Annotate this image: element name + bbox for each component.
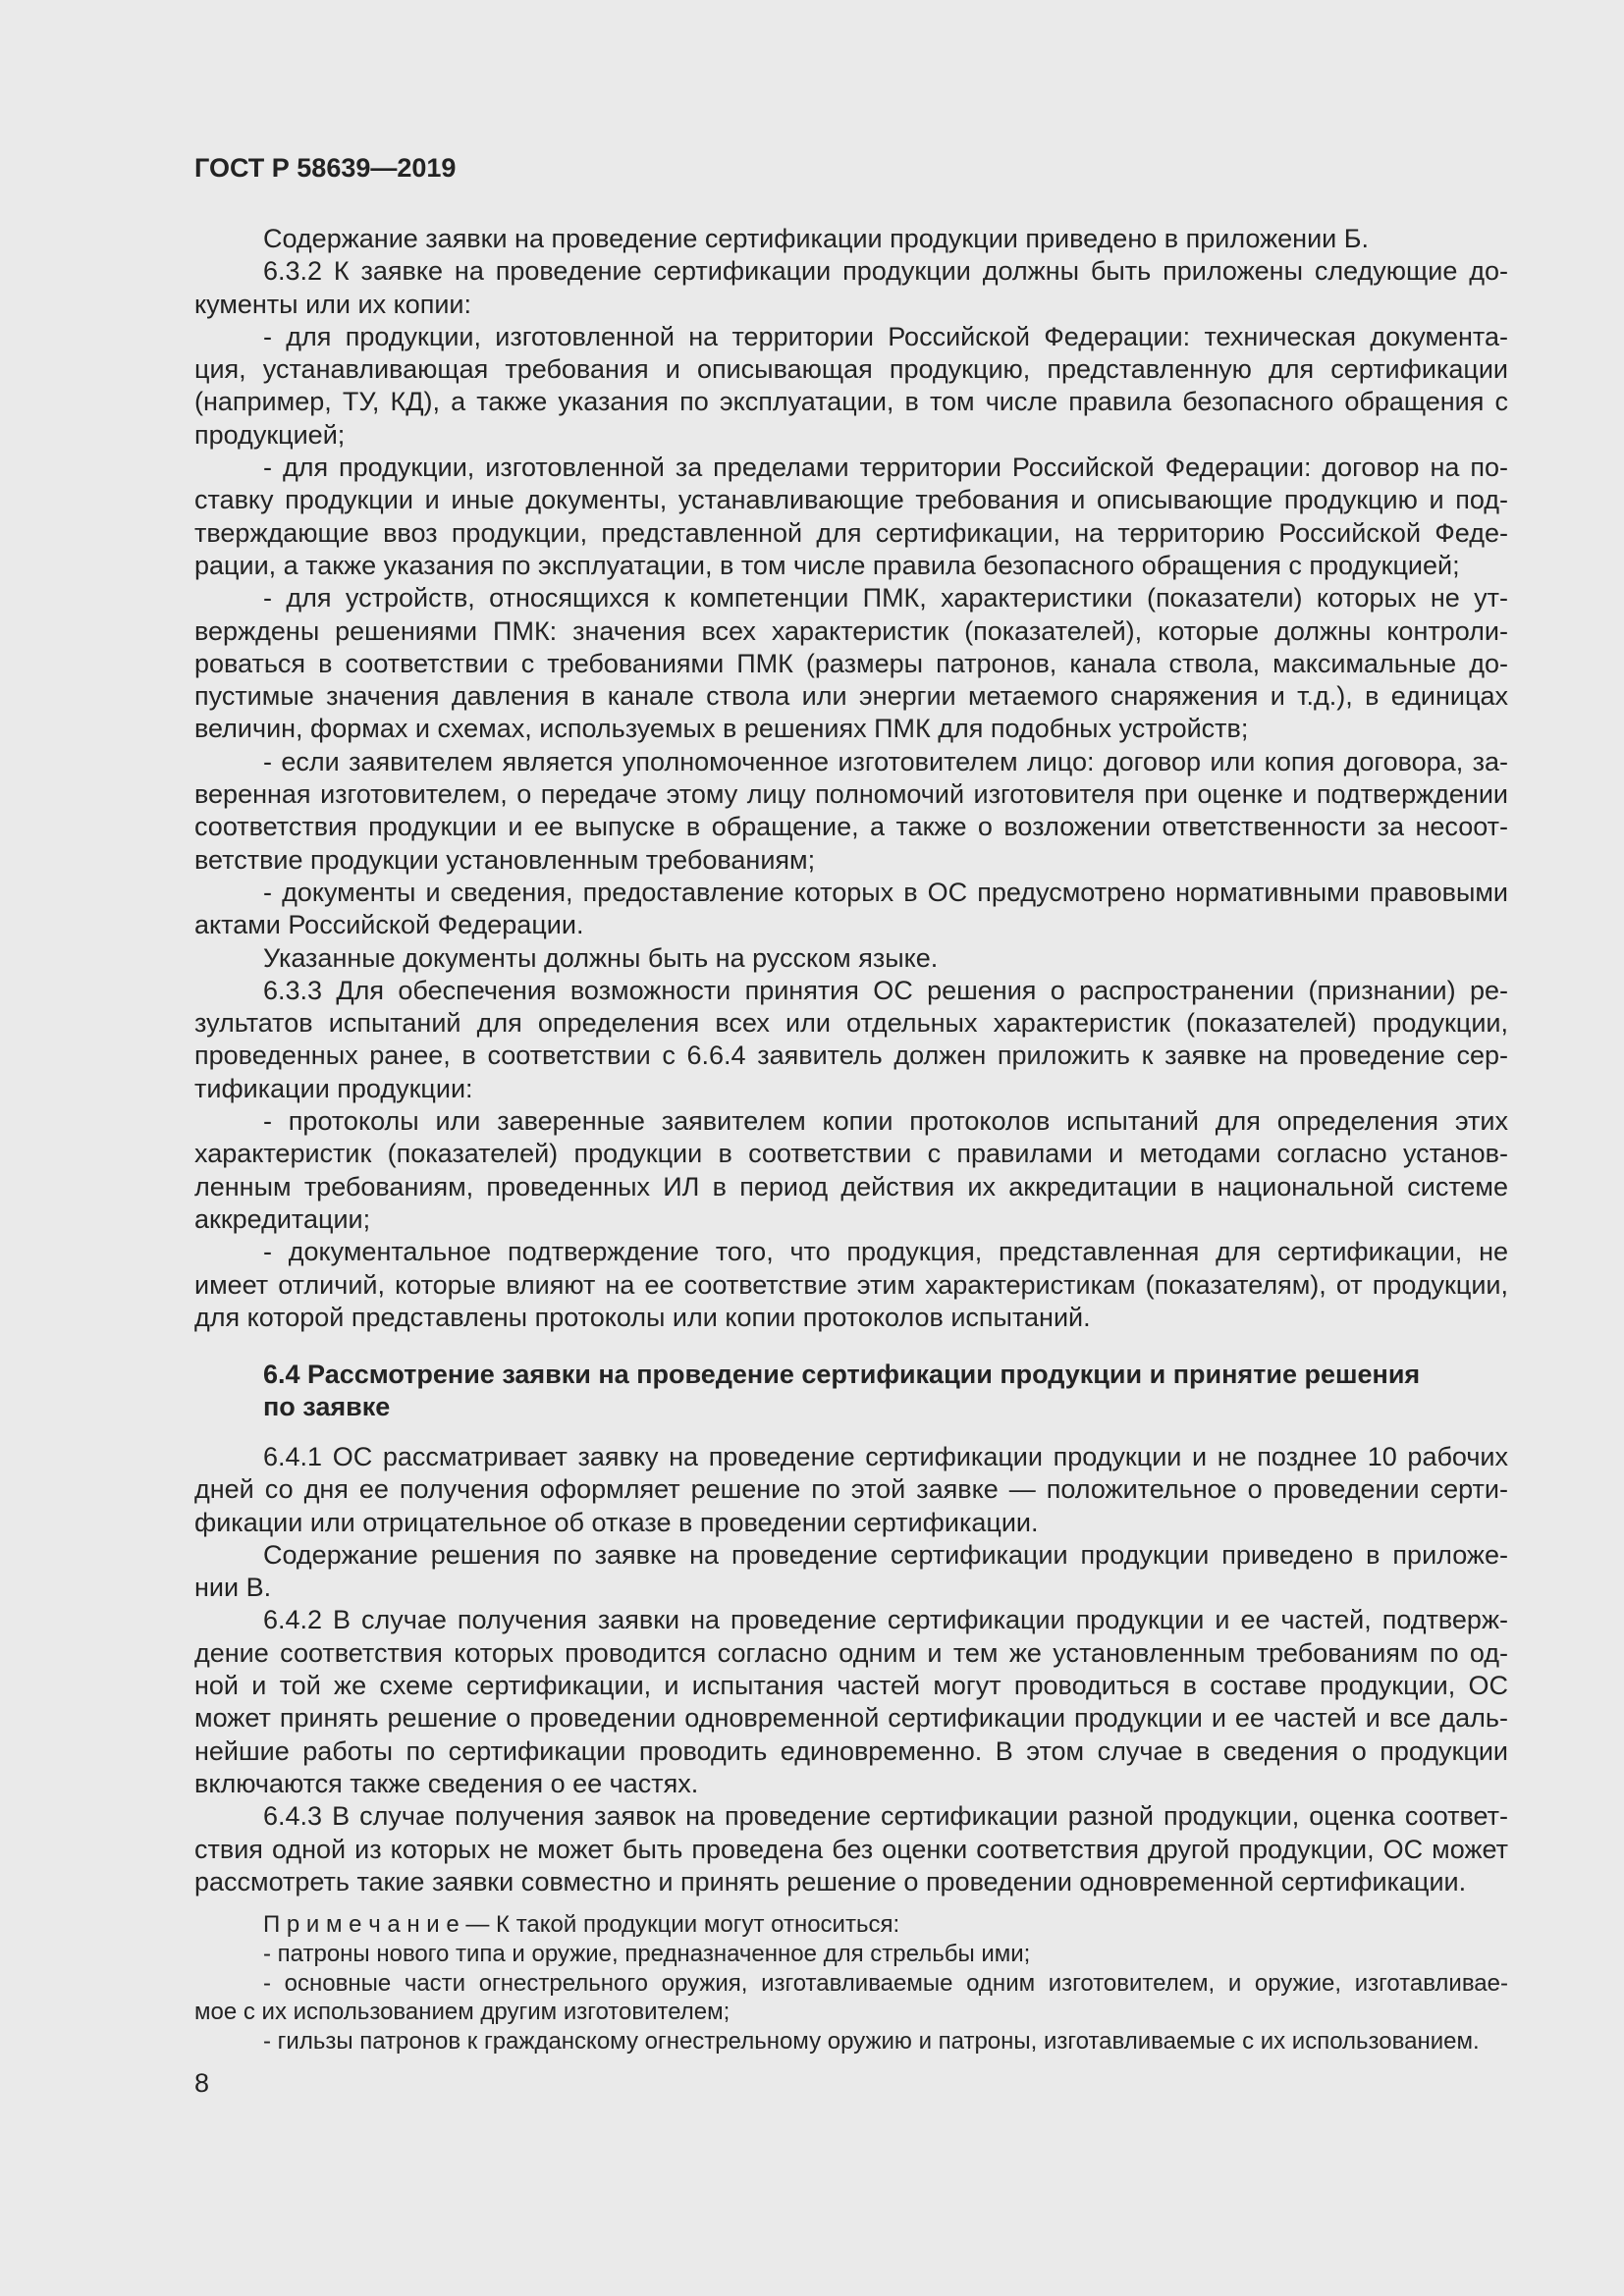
text-line: 6.4.3 В случае получения заявок на проведение сертификации разной продукции, оценка соответ-	[263, 1801, 1508, 1832]
text-line: Содержание решения по заявке на проведение сертификации продукции приведено в приложе-	[263, 1539, 1508, 1570]
text-line: 6.3.2 К заявке на проведение сертификации продукции должны быть приложены следующие до-	[263, 256, 1508, 287]
section-6-3-body	[194, 223, 1508, 1334]
text-line: ветствие продукции установленным требованиям;	[194, 844, 816, 875]
heading-line: по заявке	[263, 1392, 391, 1422]
text-line: - основные части огнестрельного оружия, изготавливаемые одним изготовителем, и оружие, изготавливае-	[263, 1969, 1508, 1997]
list-item	[194, 321, 1508, 452]
list-item	[194, 452, 1508, 582]
text-line: соответствия продукции и ее выпуске в обращение, а также о возложении ответственности за несоот-	[194, 812, 1508, 842]
section-6-4-heading	[194, 1359, 1508, 1424]
paragraph-language-requirement	[194, 942, 1508, 975]
text-line: характеристик (показателей) продукции в соответствии с правилами и методами согласно установ-	[194, 1139, 1508, 1169]
text-line: нейшие работы по сертификации проводить единовременно. В этом случае в сведения о продукции	[194, 1735, 1508, 1766]
text-line: дней со дня ее получения оформляет решение по этой заявке — положительное о проведении серти-	[194, 1474, 1508, 1505]
list-item	[194, 746, 1508, 877]
page-number: 8	[194, 2068, 210, 2098]
text-line: проведенных ранее, в соответствии с 6.6.4 заявитель должен приложить к заявке на проведение сер-	[194, 1041, 1508, 1071]
text-line: аккредитации;	[194, 1203, 371, 1234]
text-line: ной и той же схеме сертификации, и испытания частей могут проводиться в составе продукции, ОС	[194, 1671, 1508, 1701]
note-intro: П р и м е ч а н и е — К такой продукции могут относиться:	[263, 1911, 900, 1938]
paragraph-6-3-2	[194, 255, 1508, 321]
paragraph-6-4-3	[194, 1800, 1508, 1898]
text-line: величин, формах и схемах, используемых в решениях ПМК для подобных устройств;	[194, 714, 1249, 744]
text-line: ция, устанавливающая требования и описывающая продукцию, представленную для сертификации	[194, 354, 1508, 385]
text-line: - документальное подтверждение того, что продукция, представленная для сертификации, не	[263, 1237, 1508, 1267]
text-line: 6.4.2 В случае получения заявки на проведение сертификации продукции и ее частей, подтверж-	[263, 1605, 1508, 1635]
note-item	[194, 1969, 1508, 2028]
paragraph-decision-content	[194, 1539, 1508, 1605]
text-line: тверждающие ввоз продукции, представленной для сертификации, на территорию Российской Феде-	[194, 517, 1508, 548]
paragraph-6-3-3	[194, 975, 1508, 1105]
paragraph-application-content	[194, 223, 1508, 255]
text-line: рации, а также указания по эксплуатации, в том числе правила безопасного обращения с продукцией;	[194, 550, 1460, 580]
text-line: нии В.	[194, 1573, 272, 1603]
text-line: ленным требованиям, проведенных ИЛ в период действия их аккредитации в национальной системе	[194, 1171, 1508, 1201]
text-line: ставку продукции и иные документы, устанавливающие требования и описывающие продукцию и под-	[194, 485, 1508, 515]
text-line: - для продукции, изготовленной на территории Российской Федерации: техническая документа-	[263, 321, 1508, 351]
text-line: - протоколы или заверенные заявителем копии протоколов испытаний для определения этих	[263, 1106, 1508, 1137]
text-line: 6.4.1 ОС рассматривает заявку на проведение сертификации продукции и не позднее 10 рабочих	[263, 1442, 1508, 1471]
text-line: включаются также сведения о ее частях.	[194, 1768, 699, 1798]
text-line: - документы и сведения, предоставление которых в ОС предусмотрено нормативными правовыми	[263, 877, 1508, 907]
list-item	[194, 1105, 1508, 1236]
heading-line: 6.4 Рассмотрение заявки на проведение сертификации продукции и принятие решения	[263, 1360, 1421, 1389]
text-line: 6.3.3 Для обеспечения возможности принятия ОС решения о распространении (признании) ре-	[263, 975, 1508, 1005]
text-line: Указанные документы должны быть на русском языке.	[263, 942, 939, 973]
text-line: пустимые значения давления в канале ствола или энергии метаемого снаряжения и т.д.), в единицах	[194, 681, 1508, 712]
text-line: - если заявителем является уполномоченное изготовителем лицо: договор или копия договора, за-	[263, 746, 1508, 776]
text-line: фикации или отрицательное об отказе в проведении сертификации.	[194, 1507, 1039, 1537]
text-line: кументы или их копии:	[194, 289, 471, 319]
document-code: ГОСТ Р 58639—2019	[194, 153, 457, 183]
list-item	[194, 877, 1508, 942]
text-line: дение соответствия которых проводится согласно одним и тем же установленным требованиям по од-	[194, 1637, 1508, 1668]
text-line: актами Российской Федерации.	[194, 910, 584, 940]
text-line: зультатов испытаний для определения всех или отдельных характеристик (показателей) продукции,	[194, 1008, 1508, 1039]
text-line: - для устройств, относящихся к компетенции ПМК, характеристики (показатели) которых не ут-	[263, 583, 1508, 614]
note-item: - патроны нового типа и оружие, предназначенное для стрельбы ими;	[263, 1940, 1031, 1967]
note-block	[194, 1910, 1508, 2056]
paragraph-6-4-1	[194, 1441, 1508, 1539]
text-line: рассмотреть такие заявки совместно и принять решение о проведении одновременной сертификации.	[194, 1866, 1467, 1896]
list-item	[194, 1236, 1508, 1334]
text-line: веренная изготовителем, о передаче этому лицу полномочий изготовителя при оценке и подтверждении	[194, 779, 1508, 810]
text-line: продукцией;	[194, 419, 346, 450]
text-line: (например, ТУ, КД), а также указания по эксплуатации, в том числе правила безопасного обращения с	[194, 387, 1508, 417]
text-line: тификации продукции:	[194, 1073, 473, 1103]
text-line: роваться в соответствии с требованиями ПМК (размеры патронов, канала ствола, максимальные до-	[194, 648, 1508, 678]
text-line: мое с их использованием другим изготовителем;	[194, 1999, 731, 2026]
list-item	[194, 582, 1508, 745]
text-line: ствия одной из которых не может быть проведена без оценки соответствия другой продукции, ОС может	[194, 1834, 1508, 1864]
text-line: для которой представлены протоколы или копии протоколов испытаний.	[194, 1302, 1091, 1332]
text-line: верждены решениями ПМК: значения всех характеристик (показателей), которые должны контроли-	[194, 615, 1508, 646]
text-line: - для продукции, изготовленной за пределами территории Российской Федерации: договор на по-	[263, 453, 1508, 483]
note-item: - гильзы патронов к гражданскому огнестрельному оружию и патроны, изготавливаемые с их использованием.	[263, 2028, 1480, 2056]
section-6-4-body	[194, 1441, 1508, 1898]
text-line: Содержание заявки на проведение сертификации продукции приведено в приложении Б.	[263, 224, 1369, 253]
paragraph-6-4-2	[194, 1604, 1508, 1800]
text-line: может принять решение о проведении одновременной сертификации продукции и ее частей и все даль-	[194, 1703, 1508, 1734]
text-line: имеет отличий, которые влияют на ее соответствие этим характеристикам (показателям), от продукции,	[194, 1269, 1508, 1300]
